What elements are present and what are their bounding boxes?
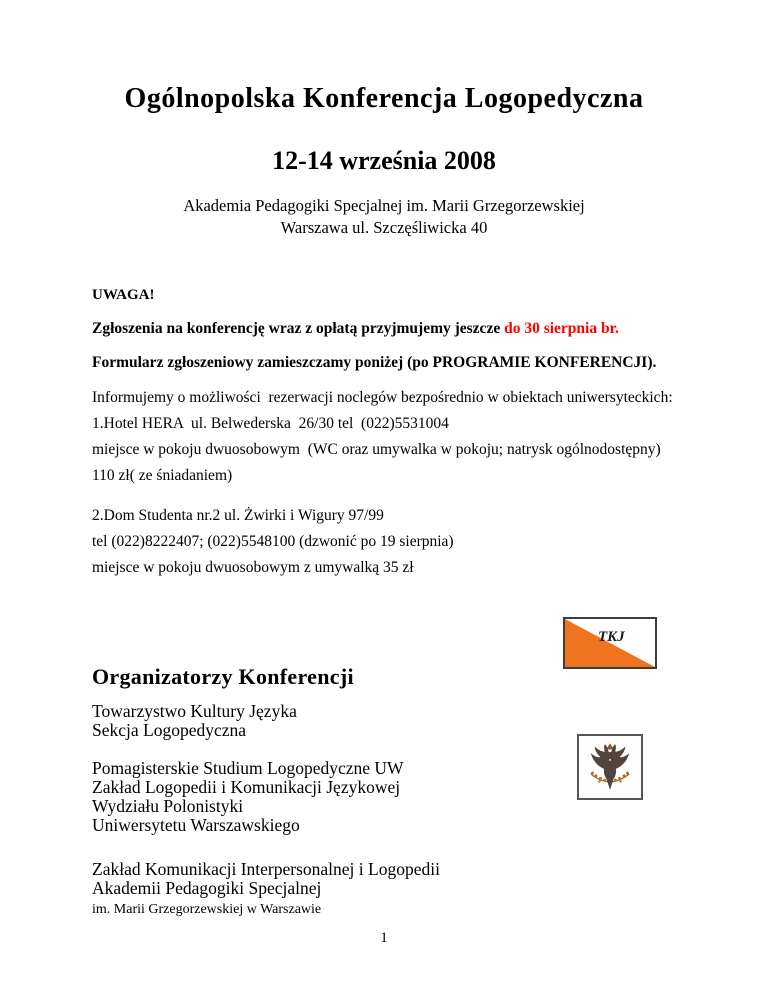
eagle-icon (582, 739, 638, 795)
page-number: 1 (380, 930, 388, 946)
venue-line-1: Akademia Pedagogiki Specjalnej im. Marii Grzegorzewskiej (183, 196, 585, 215)
organizers-heading: Organizatorzy Konferencji (92, 664, 354, 689)
organizer-line: Uniwersytetu Warszawskiego (92, 815, 300, 835)
attention-label: UWAGA! (92, 287, 155, 303)
hotel2-name-line: 2.Dom Studenta nr.2 ul. Żwirki i Wigury 97/99 (92, 507, 384, 524)
venue-block (0, 174, 768, 239)
tkj-flag-logo (563, 617, 657, 669)
hotel1-name-line: 1.Hotel HERA ul. Belwederska 26/30 tel (022)5531004 (92, 415, 449, 432)
organizer-line-small: im. Marii Grzegorzewskiej w Warszawie (92, 902, 322, 917)
organizer-line: Pomagisterskie Studium Logopedyczne UW (92, 758, 404, 778)
body-column (92, 239, 738, 918)
hotel1-room-line: miejsce w pokoju dwuosobowym (WC oraz umywalka w pokoju; natrysk ogólnodostępny) (92, 441, 661, 458)
organizer-line: Wydziału Polonistyki (92, 796, 244, 816)
deadline-highlight: do 30 sierpnia br. (504, 320, 619, 337)
hotel2-phone-line: tel (022)8222407; (022)5548100 (dzwonić po 19 sierpnia) (92, 533, 454, 550)
organizer-line: Sekcja Logopedyczna (92, 720, 247, 740)
deadline-text: Zgłoszenia na konferencję wraz z opłatą przyjmujemy jeszcze (92, 320, 505, 337)
organizer-line: Towarzystwo Kultury Języka (92, 701, 297, 721)
doc-title: Ogólnopolska Konferencja Logopedyczna (124, 83, 644, 114)
uw-eagle-logo (577, 734, 643, 800)
tkj-flag-label: TKJ (598, 629, 625, 645)
organizer-group-3 (92, 835, 738, 918)
hotel1-price-line: 110 zł( ze śniadaniem) (92, 467, 233, 484)
deadline-paragraph (92, 304, 738, 338)
accommodation-intro: Informujemy o możliwości rezerwacji noclegów bezpośrednio w obiektach uniwersyteckich: (92, 389, 673, 406)
organizer-group-1 (92, 689, 738, 740)
organizer-line: Akademii Pedagogiki Specjalnej (92, 878, 322, 898)
venue-line-2: Warszawa ul. Szczęśliwicka 40 (280, 218, 488, 237)
doc-date: 12-14 września 2008 (272, 146, 496, 175)
form-note: Formularz zgłoszeniowy zamieszczamy poniżej (po PROGRAMIE KONFERENCJI). (92, 354, 657, 371)
organizer-line: Zakład Komunikacji Interpersonalnej i Logopedii (92, 859, 440, 879)
organizer-line: Zakład Logopedii i Komunikacji Językowej (92, 777, 401, 797)
hotel2-price-line: miejsce w pokoju dwuosobowym z umywalką 35 zł (92, 559, 414, 576)
